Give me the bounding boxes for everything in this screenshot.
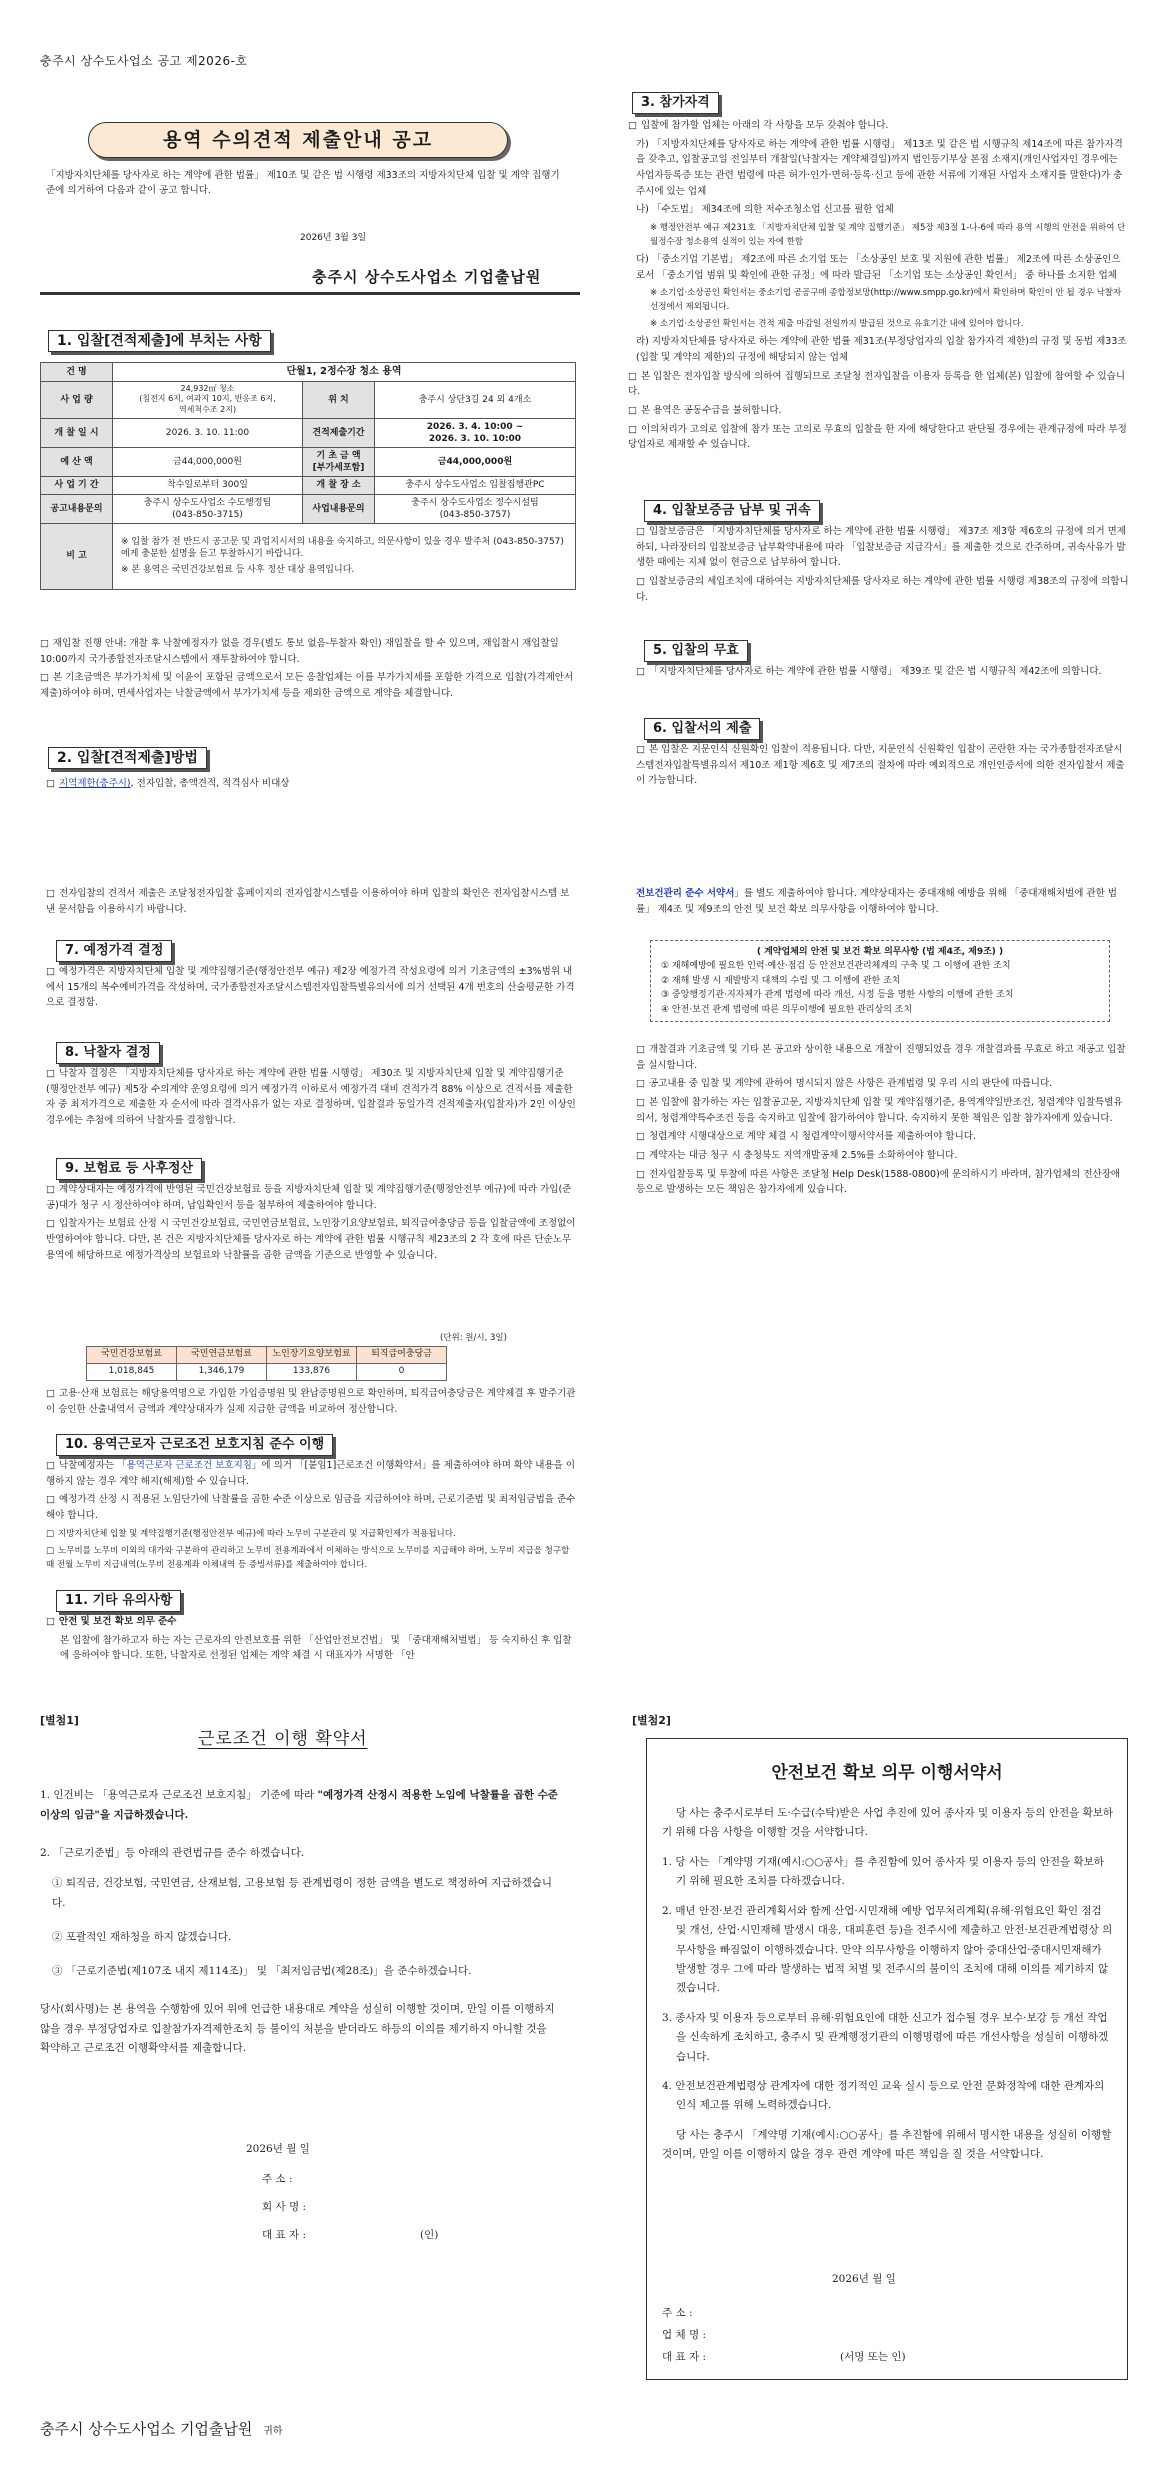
term-value: 착수일로부터 300일 bbox=[113, 477, 303, 494]
base-value: 금44,000,000원 bbox=[375, 448, 576, 477]
s9-text-1: □ 계약상대자는 예정가격에 반영된 국민건강보험료 등을 지방자치단체 입찰 및 계약집행기준(행정안전부 예규)에 따라 가입(준공)대가 청구 시 정산하여야 하며, 납입확인서 등을 첨부하여 제출하여야 합니다. bbox=[46, 1182, 576, 1213]
base-amount-note: □ 본 기초금액은 부가가치세 및 이윤이 포함된 금액으로서 모든 응찰업체는 이를 부가가치세를 포함한 가격으로 입찰(가격제안서 제출)하여야 하며, 면세사업자는 낙찰금액에서 부가가치세 등을 제외한 금액으로 계약을 체결합니다. bbox=[40, 670, 576, 701]
period-value: 2026. 3. 4. 10:00 ~ 2026. 3. 10. 10:00 bbox=[375, 418, 576, 447]
insurance-unit: (단위: 원/시, 3일) bbox=[440, 1333, 507, 1343]
bid-method: , 전자입찰, 총액견적, 적격심사 비대상 bbox=[130, 778, 290, 789]
note-label: 비 고 bbox=[41, 523, 113, 589]
section-10-body bbox=[46, 1458, 576, 1575]
s3-note-1: □ 본 입찰은 전자입찰 방식에 의하여 집행되므로 조달청 전자입찰을 이용자 등록을 한 업체(본) 입찰에 참여할 수 있습니다. bbox=[628, 369, 1128, 400]
section-1-title: 1. 입찰[견적제출]에 부치는 사항 bbox=[48, 330, 271, 352]
section-3-body bbox=[628, 118, 1128, 456]
rebid-note: □ 재입찰 진행 안내: 개찰 후 낙찰예정자가 없을 경우(별도 통보 없음-투찰자 확인) 재입찰을 할 수 있으며, 재입찰시 재입찰일 10:00까지 국가종합전자조달시스템에서 재투찰하여야 합니다. bbox=[40, 636, 576, 667]
section-8-title: 8. 낙찰자 결정 bbox=[56, 1042, 160, 1064]
term-label: 사 업 기 간 bbox=[41, 477, 113, 494]
ins-val-3: 0 bbox=[357, 1363, 447, 1380]
safety-duty-box bbox=[650, 940, 1110, 1022]
s7-text: □ 예정가격은 지방자치단체 입찰 및 계약집행기준(행정안전부 예규) 제2장 예정가격 작성요령에 의거 기초금액의 ±3%범위 내에서 15개의 복수예비가격을 작성하며, 국가종합전자조달시스템전자입찰특별유의서에 의거 선택된 4개 번호의 산술평균한 가격으로 결정함. bbox=[46, 964, 576, 1011]
r2-note-4: □ 청렴계약 시행대상으로 계약 체결 시 청렴계약이행서약서를 제출하여야 합니다. bbox=[636, 1129, 1130, 1145]
qualification-na-note: ※ 행정안전부 예규 제231호 「지방자치단체 입찰 및 계약 집행기준」 제5장 제3절 1-나-6에 따라 용역 시행의 안전을 위하여 단월정수장 청소용역 실적이 있는 자에 한함 bbox=[650, 223, 1126, 248]
att2-item-3: 3. 종사자 및 이용자 등으로부터 유해·위험요인에 대한 신고가 접수될 경우 보수·보강 등 개선 작업을 신속하게 조치하고, 충주시 및 관계행정기관의 이행명령에 따른 개선사항을 성실히 이행하겠습니다. bbox=[662, 2011, 1109, 2063]
qualification-da-note-1: ※ 소기업·소상공인 확인서는 중소기업 공공구매 종합정보망(http://www.smpp.go.kr)에서 확인하며 확인이 안 될 경우 낙찰자 선정에서 제외됩니다. bbox=[650, 288, 1122, 313]
section-2-title: 2. 입찰[견적제출]방법 bbox=[48, 747, 207, 769]
note-2: ※ 본 용역은 국민건강보험료 등 사후 정산 대상 용역입니다. bbox=[121, 565, 355, 576]
section-7-body bbox=[46, 964, 576, 1014]
safety-duty-title: ( 계약업체의 안전 및 보건 확보 의무사항 (법 제4조, 제9조) ) bbox=[756, 947, 1004, 957]
att2-item-4: 4. 안전보건관계법령상 관계자에 대한 정기적인 교육 실시 등으로 안전 문화정착에 대한 관계자의 인식 제고를 위해 노력하겠습니다. bbox=[662, 2080, 1105, 2112]
location-label: 위 치 bbox=[303, 381, 375, 418]
ins-head-1: 국민연금보험료 bbox=[177, 1347, 267, 1364]
att1-ceo: 대 표 자 : bbox=[262, 2229, 306, 2241]
r2-note-2: □ 공고내용 중 입찰 및 계약에 관하여 명시되지 않은 사항은 관계법령 및 우리 시의 판단에 따릅니다. bbox=[636, 1076, 1130, 1092]
section-2-body bbox=[46, 776, 576, 795]
ins-val-1: 1,346,179 bbox=[177, 1363, 267, 1380]
att2-date: 2026년 월 일 bbox=[832, 2273, 896, 2285]
att1-seal: (인) bbox=[420, 2229, 439, 2241]
section-1-notes bbox=[40, 636, 576, 705]
location-value: 충주시 상단3길 24 외 4개소 bbox=[375, 381, 576, 418]
s10-text-1c: 」에 의거 「[붙임1]근로조건 이행확약서」를 제출하여야 하며 확약 내용을 이행하지 않는 경우 계약 해지(해제)할 수 있습니다. bbox=[46, 1460, 575, 1487]
safety-pledge-name: 전보건관리 준수 서약서 bbox=[636, 888, 735, 899]
ins-head-3: 퇴직급여충당금 bbox=[357, 1347, 447, 1364]
att2-sign: (서명 또는 인) bbox=[840, 2351, 906, 2363]
footer-issuer: 충주시 상수도사업소 기업출납원 bbox=[40, 2420, 253, 2438]
section-7-title: 7. 예정가격 결정 bbox=[56, 940, 172, 962]
issuer-name: 충주시 상수도사업소 기업출납원 bbox=[312, 268, 542, 286]
page-title: 용역 수의견적 제출안내 공고 bbox=[88, 122, 508, 158]
att1-item-2-2: ② 포괄적인 재하청을 하지 않겠습니다. bbox=[52, 1930, 232, 1943]
attachment-1-title: 근로조건 이행 확약서 bbox=[198, 1729, 368, 1749]
att2-address: 주 소 : bbox=[662, 2307, 693, 2319]
contact1-label: 공고내용문의 bbox=[41, 494, 113, 523]
att1-pledge: 당사(회사명)는 본 용역을 수행함에 있어 위에 언급한 내용대로 계약을 성실히 이행할 것이며, 만일 이를 이행하지 않을 경우 부정당업자로 입찰참가자격제한조치 등 불이익 처분을 받더라도 하등의 이의를 제기하지 아니할 것을 확약하고 근로조건 이행확약서를 제출합니다. bbox=[40, 2002, 555, 2055]
section-9-title: 9. 보험료 등 사후정산 bbox=[56, 1158, 202, 1180]
s10-text-1a: 낙찰예정자는 「 bbox=[58, 1460, 127, 1471]
budget-value: 금44,000,000원 bbox=[113, 448, 303, 477]
att1-item-1b: "예정가격 산정시 적용한 노임에 낙찰률을 곱한 수준이상의 임금"을 지급하겠습니다. bbox=[40, 1789, 558, 1821]
section-4-title: 4. 입찰보증금 납부 및 귀속 bbox=[644, 500, 820, 522]
electronic-bid-text: □ 전자입찰의 견적서 제출은 조달청전자입찰 홈페이지의 전자입찰시스템을 이용하여야 하며 입찰의 확인은 전자입찰시스템 보낸 문서함을 이용하시기 바랍니다. bbox=[46, 886, 576, 917]
att2-lead: 당 사는 충주시로부터 도·수급(수탁)받은 사업 추진에 있어 종사자 및 이용자 등의 안전을 확보하기 위해 다음 사항을 이행할 것을 서약합니다. bbox=[662, 1807, 1114, 1839]
ins-val-2: 133,876 bbox=[267, 1363, 357, 1380]
s11-text-1: □ 안전 및 보건 확보 의무 준수 bbox=[46, 1614, 576, 1630]
s11-text-2: 본 입찰에 참가하고자 하는 자는 근로자의 안전보호를 위한 「산업안전보건법」 및 「중대재해처벌법」 등 숙지하신 후 입찰에 응하여야 합니다. 또한, 낙찰자로 선정된 업체는 계약 체결 시 대표자가 서명한 「안 bbox=[60, 1634, 572, 1662]
divider bbox=[40, 292, 580, 295]
att1-address: 주 소 : bbox=[262, 2173, 293, 2185]
contact2-label: 사업내용문의 bbox=[303, 494, 375, 523]
qualification-da-note-2: ※ 소기업·소상공인 확인서는 견적 제출 마감일 전일까지 발급된 것으로 유효기간 내에 있어야 합니다. bbox=[650, 319, 1024, 330]
qualification-da: 다) 「중소기업 기본법」 제2조에 따른 소기업 또는 「소상공인 보호 및 지원에 관한 법률」 제2조에 따른 소상공인으로서 「중소기업 범위 및 확인에 관한 규정」에 따라 발급된 「소기업 또는 소상공인 확인서」 중 하나를 소지한 업체 bbox=[636, 254, 1121, 281]
right2-lead bbox=[636, 886, 1130, 920]
s3-note-2: □ 본 용역은 공동수급을 불허합니다. bbox=[628, 403, 1128, 419]
att2-closing: 당 사는 충주시 「계약명 기재(예시:○○공사」를 추진함에 위해서 명시한 내용을 성실히 이행할 것이며, 만일 이를 이행하지 않을 경우 관련 계약에 따른 책임을 질 것을 서약합니다. bbox=[662, 2128, 1112, 2161]
safety-pledge-text: 」를 별도 제출하여야 합니다. 계약상대자는 중대재해 예방을 위해 「중대재해처벌에 관한 법률」 제4조 및 제9조의 안전 및 보건 확보 의무사항을 이행하여야 합니다. bbox=[636, 888, 1117, 915]
section-11-title: 11. 기타 유의사항 bbox=[56, 1590, 181, 1612]
period-label: 견적제출기간 bbox=[303, 418, 375, 447]
s10-text-3: □ 지방자치단체 입찰 및 계약집행기준(행정안전부 예규)에 따라 노무비 구분관리 및 지급확인제가 적용됩니다. bbox=[46, 1527, 576, 1541]
qualification-na: 나) 「수도법」 제34조에 의한 저수조청소업 신고를 필한 업체 bbox=[636, 204, 894, 216]
att1-item-2-3: ③ 「근로기준법(제107조 내지 제114조)」 및 「최저임금법(제28조)」을 준수하겠습니다. bbox=[52, 1964, 472, 1977]
section-5-body bbox=[636, 664, 1130, 683]
section-8-body bbox=[46, 1066, 576, 1132]
qualification-ga: 가) 「지방자치단체를 당사자로 하는 계약에 관한 법률 시행령」 제13조 및 같은 법 시행규칙 제14조에 따른 참가자격을 갖추고, 입찰공고일 전일부터 개찰일(낙찰자는 계약체결일)까지 법인등기부상 본점 소재지(개인사업자인 경우에는 사업자등록증 또는 관련 법령에 따른 허가·인가·면허·등록·신고 등에 관한 서류에 기재된 사업자 소재지를 말한다)가 충주시에 있는 업체 bbox=[636, 138, 1123, 197]
s4-note-1: □ 입찰보증금은 「지방자치단체를 당사자로 하는 계약에 관한 법률 시행령」 제37조 제3항 제6호의 규정에 의거 면제하되, 나라장터의 입찰보증금 납부확약내용에 따라 「입찰보증금 지급각서」를 제출한 것으로 간주하며, 귀속사유가 발생한 때에는 지체 없이 현금으로 납부하여 합니다. bbox=[636, 524, 1130, 571]
s3-note-3: □ 이의처리가 고의로 입찰에 참가 또는 고의로 무효의 입찰을 한 자에 해당한다고 판단될 경우에는 관계규정에 따라 부정당업자로 제재할 수 있습니다. bbox=[628, 422, 1128, 453]
attachment-2-body bbox=[662, 1804, 1114, 2175]
s10-text-4: □ 노무비를 노무비 이외의 대가와 구분하여 관리하고 노무비 전용계좌에서 이체하는 방식으로 노무비를 지급해야 하며, 노무비 지급을 청구할 때 전월 노무비 지급내역(노무비 전용계좌 이체내역 등 증빙서류)를 제출하여야 합니다. bbox=[46, 1544, 576, 1572]
section-6-body bbox=[636, 742, 1130, 792]
attachment-1-body bbox=[40, 1786, 560, 2069]
section-10-title: 10. 용역근로자 근로조건 보호지침 준수 이행 bbox=[56, 1434, 333, 1456]
attachment-2-title: 안전보건 확보 의무 이행서약서 bbox=[771, 1763, 1003, 1783]
r2-note-1: □ 개찰결과 기초금액 및 기타 본 공고와 상이한 내용으로 개찰이 진행되었을 경우 개찰결과를 무효로 하고 재공고 입찰을 실시합니다. bbox=[636, 1042, 1130, 1073]
s10-text-2: □ 예정가격 산정 시 적용된 노임단가에 낙찰률을 곱한 수준 이상으로 임금을 지급하여야 하며, 근로기준법 및 최저임금법을 준수해야 합니다. bbox=[46, 1492, 576, 1523]
att1-item-1a: 1. 인건비는 「용역근로자 근로조건 보호지침」 기준에 따라 bbox=[40, 1789, 318, 1801]
base-label: 기 초 금 액 [부가세포함] bbox=[303, 448, 375, 477]
right2-notes bbox=[636, 1042, 1130, 1201]
att2-item-2: 2. 매년 안전·보건 관리계획서와 함께 산업·시민재해 예방 업무처리계획(유해·위험요인 확인 점검 및 개선, 산업·시민재해 발생시 대응, 대피훈련 등)을 전주시에 제출하고 안전·보건관계법령상 의무사항을 빠짐없이 이행하겠습니다. 만약 의무사항을 이행하지 않아 중대산업·중대시민재해가 발생할 경우 그에 따라 발생하는 법적 처벌 및 전주시의 불이익 조치에 대해 이의를 제기하지 않겠습니다. bbox=[662, 1904, 1113, 1995]
note-1: ※ 입찰 참가 전 반드시 공고문 및 과업지시서의 내용을 숙지하고, 의문사항이 있을 경우 발주처 (043-850-3757)에게 충분한 설명을 듣고 투찰하시기 바랍니다. bbox=[121, 537, 564, 560]
notice-number: 충주시 상수도사업소 공고 제2026-호 bbox=[40, 54, 248, 68]
contact1-value: 충주시 상수도사업소 수도행정팀 (043-850-3715) bbox=[113, 494, 303, 523]
contact2-value: 충주시 상수도사업소 정수시설팀 (043-850-3757) bbox=[375, 494, 576, 523]
s5-note: □ 「지방자치단체를 당사자로 하는 계약에 관한 법률 시행령」 제39조 및 같은 법 시행규칙 제42조에 의합니다. bbox=[636, 664, 1130, 680]
safety-duty-2: ② 재해 발생 시 재발방지 대책의 수립 및 그 이행에 관한 조치 bbox=[661, 975, 901, 986]
place-label: 개 찰 장 소 bbox=[303, 477, 375, 494]
notice-date: 2026년 3월 3일 bbox=[300, 233, 367, 243]
section-9-extra bbox=[46, 1386, 576, 1420]
safety-duty-4: ④ 안전·보건 관계 법령에 따른 의무이행에 필요한 관리상의 조치 bbox=[661, 1004, 913, 1015]
electronic-bid-note bbox=[46, 886, 576, 920]
att2-ceo: 대 표 자 : bbox=[662, 2351, 706, 2363]
footer-suffix: 귀하 bbox=[263, 2426, 283, 2437]
section-11-body bbox=[46, 1614, 576, 1667]
safety-duty-3: ③ 중앙행정기관·지자체가 관계 법령에 따라 개선, 시정 등을 명한 사항의 이행에 관한 조치 bbox=[661, 990, 1014, 1001]
amount-value: 24,932㎡ 청소 (침전지 6지, 여과지 10지, 반응조 6지, 역세척수조 2지) bbox=[113, 381, 303, 418]
att1-item-2-1: ① 퇴직금, 건강보험, 국민연금, 산재보험, 고용보험 등 관계법령이 정한 금액을 별도로 책정하여 지급하겠습니다. bbox=[52, 1876, 553, 1909]
att1-item-2: 2. 「근로기준법」등 아래의 관련법규를 준수 하겠습니다. bbox=[40, 1846, 305, 1859]
intro-text: 「지방자치단체를 당사자로 하는 계약에 관한 법률」 제10조 및 같은 법 시행령 제33조의 지방자치단체 입찰 및 계약 집행기준에 의거하여 다음과 같이 공고 합니다. bbox=[46, 170, 560, 197]
attachment-1-label: [별첨1] bbox=[40, 1714, 79, 1727]
att1-company: 회 사 명 : bbox=[262, 2201, 306, 2213]
section-6-title: 6. 입찰서의 제출 bbox=[644, 718, 760, 740]
s4-note-2: □ 입찰보증금의 세입조치에 대하여는 지방자치단체를 당사자로 하는 계약에 관한 법률 시행령 제38조의 규정에 의합니다. bbox=[636, 574, 1130, 605]
footer-recipient bbox=[40, 2418, 283, 2441]
insurance-table bbox=[86, 1346, 447, 1381]
attachment-2-label: [별첨2] bbox=[632, 1714, 671, 1727]
name-value: 단월1, 2정수장 청소 용역 bbox=[113, 363, 576, 382]
section-5-title: 5. 입찰의 무효 bbox=[644, 640, 748, 662]
open-value: 2026. 3. 10. 11:00 bbox=[113, 418, 303, 447]
region-restriction: 지역제한(충주시) bbox=[58, 778, 131, 789]
section-4-body bbox=[636, 524, 1130, 608]
r2-note-5: □ 계약자는 대금 청구 시 충청북도 지역개발공채 2.5%를 소화하여야 합니다. bbox=[636, 1148, 1130, 1164]
amount-label: 사 업 량 bbox=[41, 381, 113, 418]
r2-note-3: □ 본 입찰에 참가하는 자는 입찰공고문, 지방자치단체 입찰 및 계약집행기준, 용역계약일반조건, 청렴계약 입찰특별유의서, 청렴계약특수조건 등을 숙지하고 입찰에 참가하여야 합니다. 숙지하지 못한 책임은 입찰 참가자에게 있습니다. bbox=[636, 1095, 1130, 1126]
section-9-body bbox=[46, 1182, 576, 1266]
info-table bbox=[40, 362, 576, 590]
att2-item-1: 1. 당 사는 「계약명 기재(예시:○○공사」를 추진함에 있어 종사자 및 이용자 등의 안전을 확보하기 위해 필요한 조치를 다하겠습니다. bbox=[662, 1855, 1104, 1888]
ins-val-0: 1,018,845 bbox=[87, 1363, 177, 1380]
s8-text: □ 낙찰자 결정은 「지방자치단체를 당사자로 하는 계약에 관한 법률 시행령」 제30조 및 지방자치단체 입찰 및 계약집행기준(행정안전부 예규) 제5장 수의계약 운영요령에 의거 예정가격 이하로서 예정가격 대비 견적가격 88% 이상으로 견적서를 제출한 자 중 최저가격으로 제출한 자 순서에 따라 결격사유가 없는 자로 결정하며, 입찰결과 동일가격 견적제출자(입찰자)가 2인 이상인 경우에는 추첨에 의하여 낙찰자를 결정합니다. bbox=[46, 1066, 576, 1129]
place-value: 충주시 상수도사업소 입찰집행관PC bbox=[375, 477, 576, 494]
att1-date: 2026년 월 일 bbox=[246, 2143, 310, 2155]
name-label: 건 명 bbox=[41, 363, 113, 382]
s6-note: □ 본 입찰은 지문인식 신원확인 입찰이 적용됩니다. 다만, 지문인식 신원확인 입찰이 곤란한 자는 국가종합전자조달시스템전자입찰특별유의서 제10조 제1항 제6호 및 제7조의 절차에 따라 예외적으로 개인인증서에 의한 전자입찰서 제출이 가능합니다. bbox=[636, 742, 1130, 789]
att2-company: 업 체 명 : bbox=[662, 2329, 706, 2341]
r2-note-6: □ 전자입찰등록 및 투찰에 따른 사항은 조달청 Help Desk(1588-0800)에 문의하시기 바라며, 참가업체의 전산장애 등으로 발생하는 모든 책임은 참가자에게 있습니다. bbox=[636, 1167, 1130, 1198]
s9-text-3: □ 고용·산재 보험료는 해당용역명으로 가입한 가입증명원 및 완납증명원으로 확인하며, 퇴직급여충당금은 계약체결 후 발주기관이 승인한 산출내역서 금액과 계약상대자가 실제 지급한 금액을 비교하여 정산합니다. bbox=[46, 1386, 576, 1417]
ins-head-2: 노인장기요양보험료 bbox=[267, 1347, 357, 1364]
s9-text-2: □ 입찰자가는 보험료 산정 시 국민건강보험료, 국민연금보험료, 노인장기요양보험료, 퇴직급여충당금 등을 입찰금액에 조정없이 반영하여야 합니다. 다만, 본 건은 지방자치단체를 당사자로 하는 계약에 관한 법률 시행규칙 제23조의 2 각 호에 따른 단순노무용역에 해당하므로 예정가격상의 보험료와 낙찰률을 곱한 금액을 기준으로 반영할 수 있습니다. bbox=[46, 1216, 576, 1263]
section-3-title: 3. 참가자격 bbox=[632, 92, 719, 114]
safety-duty-1: ① 재해예방에 필요한 인력·예산·점검 등 안전보건관리체계의 구축 및 그 이행에 관한 조치 bbox=[661, 961, 1011, 972]
ins-head-0: 국민건강보험료 bbox=[87, 1347, 177, 1364]
s10-guideline: 용역근로자 근로조건 보호지침 bbox=[126, 1460, 252, 1471]
qualification-ra: 라) 지방자치단체를 당사자로 하는 계약에 관한 법률 제31조(부정당업자의 입찰 참가자격 제한)의 규정 및 동법 제33조(입찰 및 계약의 제한)의 규정에 해당되지 않는 업체 bbox=[636, 336, 1127, 364]
qualification-lead: □ 입찰에 참가할 업체는 아래의 각 사항을 모두 갖춰야 합니다. bbox=[628, 118, 1128, 134]
open-label: 개 찰 일 시 bbox=[41, 418, 113, 447]
budget-label: 예 산 액 bbox=[41, 448, 113, 477]
